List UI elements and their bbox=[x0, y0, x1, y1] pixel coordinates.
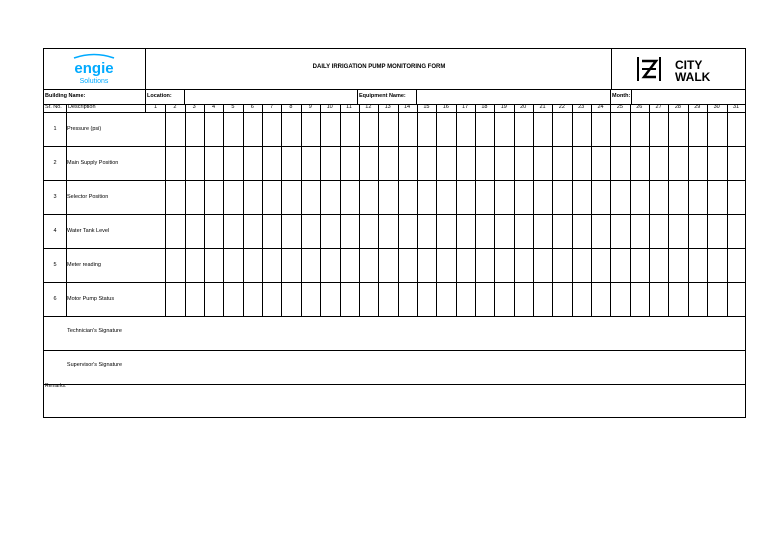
svg-text:engie: engie bbox=[74, 60, 114, 77]
grid-line bbox=[359, 104, 360, 316]
row-description: Main Supply Position bbox=[67, 160, 119, 166]
grid-line bbox=[649, 104, 650, 316]
day-header: 19 bbox=[500, 104, 507, 110]
day-header: 28 bbox=[674, 104, 681, 110]
day-header: 2 bbox=[173, 104, 177, 110]
grid-line bbox=[552, 104, 553, 316]
grid-line bbox=[514, 104, 515, 316]
grid-line bbox=[533, 104, 534, 316]
grid-line bbox=[398, 104, 399, 316]
grid-line bbox=[494, 104, 495, 316]
row-description: Pressure (psi) bbox=[67, 126, 102, 132]
day-header: 18 bbox=[481, 104, 488, 110]
day-header: 31 bbox=[732, 104, 740, 110]
day-header: 4 bbox=[212, 104, 216, 110]
grid-line bbox=[243, 104, 244, 316]
grid-line bbox=[610, 104, 611, 316]
grid-line bbox=[44, 384, 745, 385]
sr-no-header: Sr. No. bbox=[45, 104, 62, 110]
location-label: Location: bbox=[147, 93, 172, 99]
day-header: 27 bbox=[655, 104, 662, 110]
day-header: 14 bbox=[403, 104, 411, 110]
grid-line bbox=[44, 89, 745, 90]
grid-line bbox=[668, 104, 669, 316]
city-walk-logo bbox=[611, 49, 746, 89]
grid-line bbox=[223, 104, 224, 316]
grid-line bbox=[44, 180, 745, 181]
grid-line bbox=[475, 104, 476, 316]
grid-line bbox=[631, 89, 632, 104]
day-header: 13 bbox=[384, 104, 391, 110]
day-header: 3 bbox=[192, 104, 196, 110]
grid-line bbox=[357, 89, 358, 104]
grid-line bbox=[340, 104, 341, 316]
grid-line bbox=[572, 104, 573, 316]
grid-line bbox=[456, 104, 457, 316]
grid-line bbox=[417, 104, 418, 316]
row-description: Meter reading bbox=[67, 262, 101, 268]
day-header: 6 bbox=[250, 104, 254, 110]
supervisor-signature-label: Supervisor's Signature bbox=[66, 362, 123, 368]
grid-line bbox=[611, 49, 612, 89]
grid-line bbox=[378, 104, 379, 316]
day-header: 26 bbox=[636, 104, 643, 110]
svg-text:CITY: CITY bbox=[675, 58, 703, 72]
day-header: 16 bbox=[442, 104, 449, 110]
engie-logo bbox=[44, 49, 145, 89]
grid-line bbox=[184, 89, 185, 104]
day-header: 29 bbox=[694, 104, 701, 110]
day-header: 7 bbox=[270, 104, 274, 110]
day-header: 24 bbox=[597, 104, 604, 110]
building-name-label: Building Name: bbox=[45, 93, 86, 99]
day-header: 22 bbox=[558, 104, 565, 110]
row-number: 1 bbox=[53, 126, 57, 132]
month-label: Month: bbox=[612, 93, 631, 99]
grid-line bbox=[262, 104, 263, 316]
day-header: 25 bbox=[616, 104, 623, 110]
grid-line bbox=[436, 104, 437, 316]
grid-line bbox=[44, 282, 745, 283]
day-header: 12 bbox=[365, 104, 372, 110]
day-header: 1 bbox=[153, 104, 158, 110]
grid-line bbox=[688, 104, 689, 316]
day-header: 23 bbox=[578, 104, 585, 110]
grid-line bbox=[165, 104, 166, 316]
equipment-name-label: Equipment Name: bbox=[359, 93, 406, 99]
grid-line bbox=[44, 214, 745, 215]
row-description: Motor Pump Status bbox=[67, 296, 115, 302]
grid-line bbox=[591, 104, 592, 316]
form-title: DAILY IRRIGATION PUMP MONITORING FORM bbox=[312, 64, 446, 70]
description-header: Description bbox=[68, 104, 96, 110]
row-number: 5 bbox=[53, 262, 57, 268]
day-header: 15 bbox=[423, 104, 430, 110]
day-header: 21 bbox=[539, 104, 546, 110]
grid-line bbox=[44, 146, 745, 147]
day-header: 9 bbox=[308, 104, 312, 110]
grid-line bbox=[44, 112, 745, 113]
grid-line bbox=[204, 104, 205, 316]
day-header: 10 bbox=[326, 104, 333, 110]
grid-line bbox=[185, 104, 186, 316]
day-header: 11 bbox=[346, 104, 352, 110]
grid-line bbox=[44, 248, 745, 249]
grid-line bbox=[416, 89, 417, 104]
day-header: 20 bbox=[520, 104, 527, 110]
grid-line bbox=[610, 89, 611, 104]
technician-signature-label: Technician's Signature bbox=[67, 328, 122, 334]
remarks-label: Remarks: bbox=[45, 383, 67, 389]
svg-text:Solutions: Solutions bbox=[79, 78, 109, 85]
grid-line bbox=[727, 104, 728, 316]
grid-line bbox=[44, 104, 745, 105]
grid-line bbox=[630, 104, 631, 316]
grid-line bbox=[66, 104, 67, 316]
city-walk-emblem-icon bbox=[611, 49, 746, 89]
row-number: 3 bbox=[53, 194, 57, 200]
grid-line bbox=[707, 104, 708, 316]
grid-line bbox=[44, 316, 745, 317]
row-description: Selector Position bbox=[67, 194, 109, 200]
grid-line bbox=[301, 104, 302, 316]
row-description: Water Tank Level bbox=[67, 228, 110, 234]
day-header: 17 bbox=[462, 104, 469, 110]
row-number: 6 bbox=[53, 296, 57, 302]
grid-line bbox=[44, 350, 745, 351]
day-header: 30 bbox=[713, 104, 720, 110]
monitoring-form bbox=[43, 48, 746, 418]
grid-line bbox=[320, 104, 321, 316]
svg-text:WALK: WALK bbox=[675, 70, 711, 84]
day-header: 5 bbox=[231, 104, 235, 110]
day-header: 8 bbox=[289, 104, 293, 110]
row-number: 4 bbox=[53, 228, 57, 234]
grid-line bbox=[281, 104, 282, 316]
row-number: 2 bbox=[53, 160, 57, 166]
